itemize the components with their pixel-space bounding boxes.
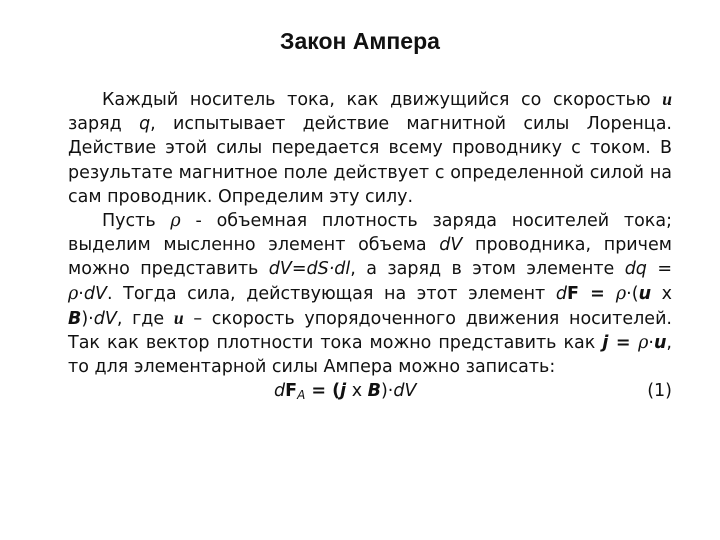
symbol-rho: ρ xyxy=(638,333,649,354)
eq-close: )· xyxy=(380,381,394,402)
paragraph-1 xyxy=(68,87,672,209)
symbol-dV: dV xyxy=(83,283,107,304)
eq-B: B xyxy=(367,381,381,402)
p2-text-16: , то для элементарной силы Ампера можно записать: xyxy=(68,333,672,378)
p2-text-2: - объемная плотность заряда носителей тока; выделим мысленно элемент объема xyxy=(68,211,672,256)
symbol-B: B xyxy=(68,308,82,329)
p2-text-12: , где xyxy=(116,308,174,329)
p2-text-7: . Тогда сила, действующая на этот элемент xyxy=(106,283,556,304)
eq-F: F xyxy=(285,381,298,402)
paragraph-2 xyxy=(68,209,672,379)
eq-d: d xyxy=(274,381,286,402)
symbol-u: u xyxy=(173,307,184,328)
symbol-q: q xyxy=(139,114,151,135)
p2-text-9: ·( xyxy=(626,283,639,304)
eq-equals: = ( xyxy=(305,381,341,402)
p2-text-6: · xyxy=(78,283,84,304)
eq-subscript-A: A xyxy=(297,388,306,403)
eq-j: j xyxy=(340,381,347,402)
symbol-j: j xyxy=(602,333,609,354)
p2-text-13: – скорость упорядоченного движения носителей. Так как вектор плотности тока можно представить как xyxy=(68,308,672,354)
p1-text-3: , испытывает действие магнитной силы Лоренца. Действие этой силы передается всему проводнику с током. В результате магнитное поле действует с определенной силой на сам проводник. Определим эту силу. xyxy=(68,114,672,207)
symbol-dV: dV xyxy=(93,308,117,329)
symbol-rho: ρ xyxy=(615,283,627,304)
formula-dV-dS-dl: dV=dS·dl xyxy=(268,259,351,280)
slide-title: Закон Ампера xyxy=(280,28,440,54)
eq-cross: x xyxy=(346,381,368,402)
p2-text-10: x xyxy=(651,283,672,304)
p2-text-1: Пусть xyxy=(102,211,171,232)
p2-text-11: )· xyxy=(81,308,94,329)
symbol-dq: dq xyxy=(624,259,647,280)
symbol-d: d xyxy=(555,283,567,304)
p2-text-15: · xyxy=(648,333,654,354)
p2-text-5: = xyxy=(646,259,672,280)
slide-body xyxy=(68,87,672,404)
symbol-rho: ρ xyxy=(170,211,181,232)
equation-number: (1) xyxy=(647,381,672,402)
equation-line xyxy=(68,379,672,403)
p2-text-8: = xyxy=(578,283,616,304)
eq-dV: dV xyxy=(393,381,417,402)
symbol-u: u xyxy=(653,333,667,354)
p2-text-14: = xyxy=(608,333,639,354)
p1-text-2: заряд xyxy=(68,114,140,135)
symbol-rho: ρ xyxy=(68,283,79,304)
p2-text-4: , а заряд в этом элементе xyxy=(350,259,625,280)
p2-text-3: проводника, причем можно представить xyxy=(68,235,672,280)
symbol-dV: dV xyxy=(439,235,463,256)
symbol-F: F xyxy=(566,283,579,304)
symbol-u: u xyxy=(662,89,672,109)
symbol-u: u xyxy=(638,283,652,304)
p1-text-1: Каждый носитель тока, как движущийся со скоростью xyxy=(102,90,663,110)
equation-formula xyxy=(274,379,416,407)
